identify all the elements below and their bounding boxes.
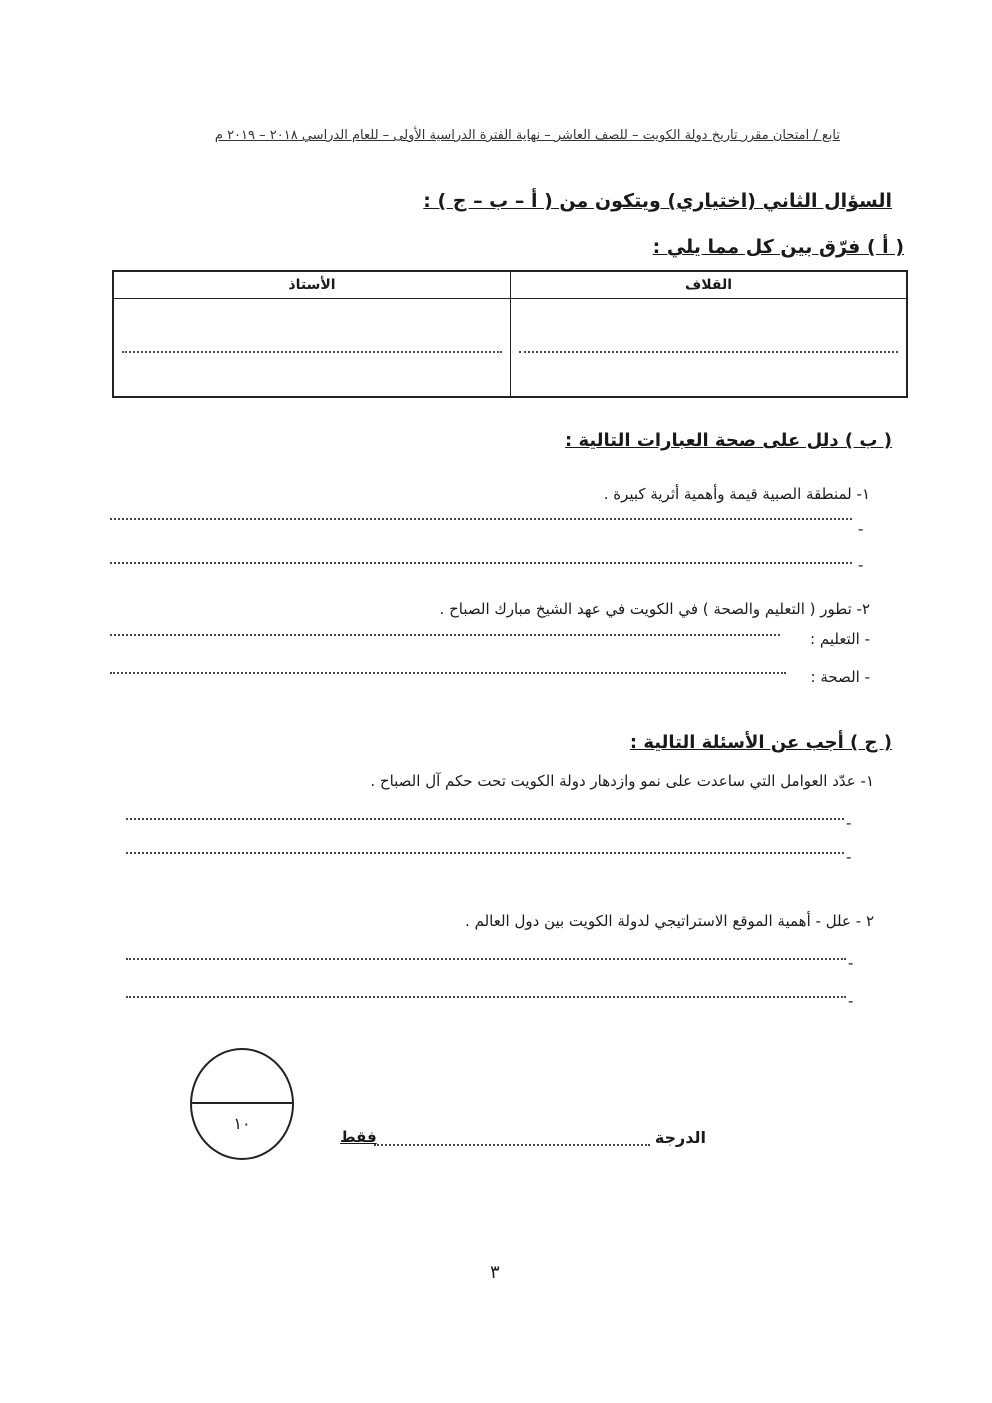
grade-input-line[interactable]	[374, 1144, 650, 1146]
answer-line[interactable]	[126, 996, 846, 998]
answer-line[interactable]	[126, 852, 844, 854]
exam-header: تابع / امتحان مقرر تاريخ دولة الكويت – للصف العاشر – نهاية الفترة الدراسية الأولى – للعام الدراسي ٢٠١٨ – ٢٠١٩ م	[214, 128, 840, 143]
answer-line[interactable]	[126, 958, 846, 960]
grade-circle	[190, 1048, 294, 1160]
comparison-table	[112, 270, 908, 398]
part-b-item-2: ٢- تطور ( التعليم والصحة ) في الكويت في عهد الشيخ مبارك الصباح .	[439, 600, 870, 618]
dash-marker: -	[858, 520, 864, 538]
part-b-item-1: ١- لمنطقة الصبية قيمة وأهمية أثرية كبيرة .	[603, 485, 870, 503]
answer-line[interactable]	[110, 518, 852, 520]
answer-line[interactable]	[110, 562, 852, 564]
part-c-item-1: ١- عدّد العوامل التي ساعدت على نمو وازدهار دولة الكويت تحت حكم آل الصباح .	[370, 772, 874, 790]
part-c-title: ( ج ) أجب عن الأسئلة التالية :	[629, 732, 892, 753]
page-number: ٣	[490, 1262, 500, 1283]
sub-label-education: - التعليم :	[810, 630, 870, 648]
part-c-item-2: ٢ - علل - أهمية الموقع الاستراتيجي لدولة الكويت بين دول العالم .	[465, 912, 874, 930]
answer-line[interactable]	[126, 818, 844, 820]
column-header-ustadh: الأستاذ	[113, 271, 511, 299]
grade-label: الدرجة	[654, 1128, 706, 1147]
sub-label-health: - الصحة :	[810, 668, 870, 686]
grade-max: ١٠	[233, 1114, 251, 1133]
dash-marker: -	[858, 556, 864, 574]
answer-cell-qallaf[interactable]	[511, 299, 907, 398]
answer-line-education[interactable]	[110, 634, 780, 636]
question-2-title: السؤال الثاني (اختياري) ويتكون من ( أ – ب – ج ) :	[423, 190, 892, 212]
part-a-title: ( أ ) فرّق بين كل مما يلي :	[652, 236, 904, 258]
column-header-qallaf: القلاف	[511, 271, 907, 299]
grade-line	[340, 1128, 706, 1152]
dash-marker: -	[848, 992, 854, 1010]
answer-line-health[interactable]	[110, 672, 786, 674]
dash-marker: -	[846, 848, 852, 866]
grade-circle-divider	[192, 1102, 292, 1104]
dash-marker: -	[846, 814, 852, 832]
grade-suffix: فقط	[340, 1128, 377, 1146]
dash-marker: -	[848, 954, 854, 972]
part-b-title: ( ب ) دلل على صحة العبارات التالية :	[565, 430, 892, 451]
answer-cell-ustadh[interactable]	[113, 299, 511, 398]
